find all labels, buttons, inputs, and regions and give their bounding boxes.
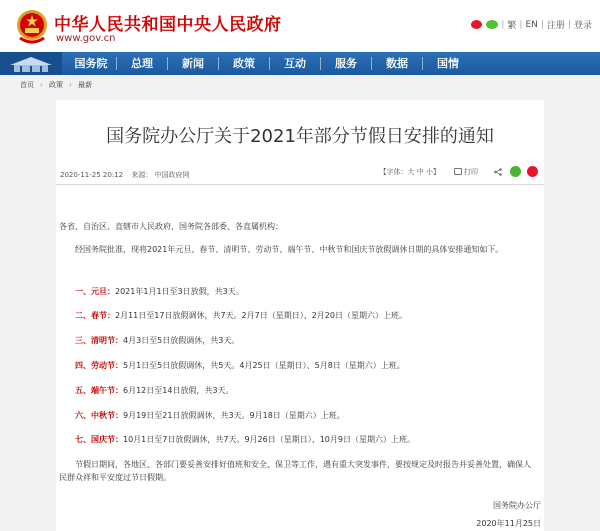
site-title[interactable]: 中华人民共和国中央人民政府 [54,15,282,35]
article-title: 国务院办公厅关于2021年部分节假日安排的通知 [106,126,494,147]
list-item: 一、元旦：2021年1月1日至3日放假，共3天。 [75,287,244,296]
traditional-chinese-link[interactable]: 繁 [507,21,517,31]
list-item: 二、春节：2月11日至17日放假调休，共7天。2月7日（星期日）、2月20日（星期六）上班。 [75,311,407,320]
breadcrumb-latest[interactable]: 最新 [78,81,93,89]
intro-paragraph: 经国务院批准，现将2021年元旦、春节、清明节、劳动节、端午节、中秋节和国庆节放假调休日期的具体安排通知如下。 [75,245,504,254]
nav-item-services[interactable]: 服务 [335,57,357,70]
weibo-icon[interactable] [471,20,482,29]
login-link[interactable]: 登录 [573,21,592,31]
top-links: | 繁 | EN | 注册 | 登录 [469,18,594,31]
publish-datetime: 2020-11-25 20:12 [60,171,124,179]
salutation: 各省、自治区、直辖市人民政府，国务院各部委、各直属机构： [59,222,283,231]
weibo-share-icon[interactable] [527,166,538,177]
nav-item-news[interactable]: 新闻 [182,57,204,70]
breadcrumb-home[interactable]: 首页 [20,81,34,89]
register-link[interactable]: 注册 [546,21,565,31]
national-emblem-icon[interactable] [14,8,50,46]
nav-item-policy[interactable]: 政策 [233,57,255,70]
list-item: 六、中秋节：9月19日至21日放假调休，共3天。9月18日（星期六）上班。 [75,411,345,420]
breadcrumb: 首页 › 政策 › 最新 [20,81,93,89]
print-button[interactable]: 打印 [464,167,478,176]
list-item: 三、清明节：4月3日至5日放假调休，共3天。 [75,336,240,345]
font-size-selector[interactable]: 【字体：大 中 小】 [379,167,440,176]
sign-date: 2020年11月25日 [476,519,541,528]
nav-item-premier[interactable]: 总理 [131,57,153,70]
list-item: 四、劳动节：5月1日至5日放假调休，共5天。4月25日（星期日）、5月8日（星期六）上班。 [75,361,405,370]
home-building-icon[interactable] [0,52,62,75]
site-header [0,0,600,52]
list-item: 七、国庆节：10月1日至7日放假调休，共7天。9月26日（星期日）、10月9日（星期六）上班。 [75,435,415,444]
article-card [56,100,544,531]
print-icon[interactable] [454,168,462,175]
meta-divider [56,184,544,185]
english-link[interactable]: EN [525,19,538,30]
article-tools [380,166,538,177]
nav-item-state-council[interactable]: 国务院 [74,57,108,70]
wechat-icon[interactable] [486,20,498,29]
site-url[interactable]: www.gov.cn [56,33,116,44]
nav-item-data[interactable]: 数据 [386,57,408,70]
nav-item-interaction[interactable]: 互动 [284,57,306,70]
wechat-share-icon[interactable] [510,166,521,177]
signature: 国务院办公厅 [493,501,541,510]
article-meta [60,170,190,180]
list-item: 五、端午节：6月12日至14日放假，共3天。 [75,386,234,395]
nav-item-national-profile[interactable]: 国情 [437,57,459,70]
article-source: 来源： 中国政府网 [131,171,190,179]
closing-paragraph: 节假日期间，各地区、各部门要妥善安排好值班和安全、保卫等工作，遇有重大突发事件，要按规定及时报告并妥善处置，确保人民群众祥和平安度过节日假期。 [59,460,531,482]
breadcrumb-policy[interactable]: 政策 [49,81,64,89]
main-nav [0,52,600,75]
share-icon[interactable] [494,168,502,176]
